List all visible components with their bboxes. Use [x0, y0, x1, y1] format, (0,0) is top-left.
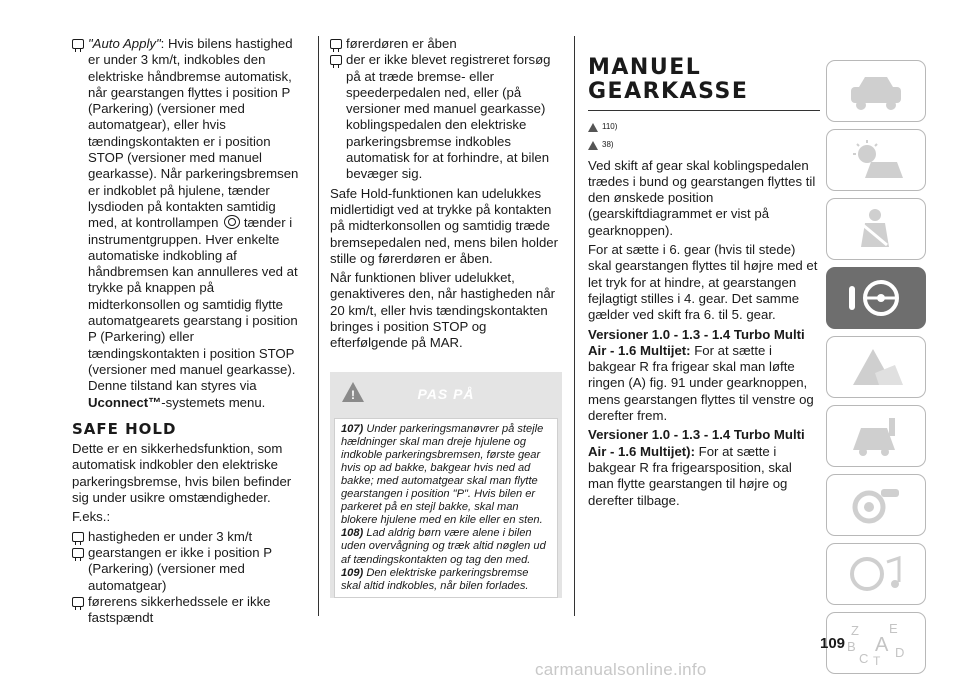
steering-wheel-key-icon: [845, 276, 907, 320]
checkbox-bullet-icon: [72, 39, 84, 49]
column-divider: [574, 36, 575, 616]
section-heading-safe-hold: SAFE HOLD: [72, 419, 177, 438]
intro-paragraph: "Auto Apply": Hvis bilens hastighed er under 3 km/t, indkobles den elektriske håndbremse automatisk, når gearstangen flyttes i position P (Parkering) (versioner med automatgear), eller hvis tændingskontakten er i position STOP (versioner med manuel gearkasse). Når parkeringsbremsen er indkoblet på hjulene, tænder lysdioden på kontakten samtidig med, at kontrollampen tænder i instrumentgruppen. Hver enkelte automatiske indkobling af håndbremsen kan annulleres ved at trykke på knappen på midterkonsollen og samtidig flytte automatgearets gearstang i position P (Parkering) eller tændingskontakten i position STOP (versioner med manuel gearkasse). Denne tilstand kan styres via Uconnect™-systemets menu.: [72, 36, 304, 411]
column-3: [588, 56, 820, 512]
index-letter: E: [889, 621, 898, 636]
uconnect-label: Uconnect™: [88, 394, 162, 410]
index-letter: B: [847, 639, 856, 654]
caution-hand-icon: [588, 141, 598, 150]
example-label: F.eks.:: [72, 509, 111, 525]
tab-starting-driving[interactable]: [826, 267, 926, 329]
section-heading-manuel-gearkasse: MANUEL GEARKASSE: [588, 55, 749, 104]
safe-hold-paragraph: Dette er en sikkerhedsfunktion, som automatisk indkobler den elektriske parkeringsbremse, hvis bilen befinder sig under usikre omstændigheder.: [72, 441, 292, 506]
checkbox-bullet-icon: [72, 597, 84, 607]
list-item: hastigheden er under 3 km/t: [72, 529, 304, 545]
gear-change-paragraph: Ved skift af gear skal koblingspedalen trædes i bund og gearstangen flyttes til den ønskede position (gearskiftdiagrammet er vist på gearknoppen).: [588, 157, 816, 238]
reverse-gear-paragraph-2: Versioner 1.0 - 1.3 - 1.4 Turbo Multi Air - 1.6 Multijet): For at sætte i bakgear R fra frigearsposition, skal man flytte gearstangen til højre og derefter tilbage.: [588, 427, 805, 508]
auto-apply-label: "Auto Apply": [88, 36, 161, 51]
index-letter: T: [873, 654, 881, 665]
index-letter: C: [859, 651, 869, 665]
checkbox-bullet-icon: [330, 39, 342, 49]
warning-road-icon: [845, 345, 907, 389]
page-number: 109: [820, 635, 846, 652]
index-letter: Z: [851, 623, 859, 638]
warning-item: 107) Under parkeringsmanøvrer på stejle hældninger skal man dreje hjulene og indkoble parkeringsbremsen, første gear hvis op ad bakke, bakgear hvis ned ad bakke; med automatgear skal man flytte gearstangen i position "P". Hvis bilen er parkeret på en stejl bakke, skal man blokere hjulene med en kile eller en sten.: [341, 422, 544, 527]
airbag-seatbelt-icon: [845, 207, 907, 251]
warning-header: [330, 372, 562, 418]
column-2: [330, 36, 562, 602]
column-1: [72, 36, 304, 626]
heading-underline: [588, 110, 820, 111]
warning-box: [330, 372, 562, 598]
checkbox-bullet-icon: [330, 55, 342, 65]
parking-brake-warning-icon: [224, 215, 240, 229]
tab-dashboard-lights[interactable]: [826, 129, 926, 191]
multimedia-icon: [845, 552, 907, 596]
warning-triangle-icon: [342, 382, 364, 402]
tab-warning-lights[interactable]: [826, 336, 926, 398]
list-item: førerdøren er åben: [330, 36, 562, 52]
safe-hold-reactivate-paragraph: Når funktionen bliver udelukket, genaktiveres den, når hastigheden når 20 km/t, eller hvis tændingskontakten bringes i position STOP og efterfølgende på MAR.: [330, 270, 556, 351]
watermark: carmanualsonline.info: [535, 660, 707, 679]
tab-safety[interactable]: [826, 198, 926, 260]
index-icon: [845, 621, 907, 665]
list-item: gearstangen er ikke i position P (Parkering) (versioner med automatgear): [72, 545, 304, 594]
checkbox-bullet-icon: [72, 548, 84, 558]
warning-triangle-icon: [588, 123, 598, 132]
checkbox-bullet-icon: [72, 532, 84, 542]
tab-car[interactable]: [826, 60, 926, 122]
caution-reference: 38): [588, 137, 820, 153]
warning-item: 108) Lad aldrig børn være alene i bilen uden overvågning og træk altid nøglen ud af tændingskontakten og tag den med.: [341, 527, 546, 566]
sixth-gear-paragraph: For at sætte i 6. gear (hvis til stede) skal gearstangen flyttes til højre med et let tryk for at hindre, at gearstangen fejlagtigt stilles i 4. gear. Det samme gælder ved skift fra 6. til 5. gear.: [588, 242, 818, 323]
car-service-icon: [845, 414, 907, 458]
index-letter: D: [895, 645, 905, 660]
safe-hold-disable-paragraph: Safe Hold-funktionen kan udelukkes midlertidigt ved at trykke på kontakten på midterkonsollen og samtidig træde bremsepedalen ned, mens bilen holder stille og førerdøren er åben.: [330, 185, 558, 266]
warning-title: PAS PÅ: [417, 386, 475, 403]
chapter-tabs: [826, 60, 928, 681]
car-icon: [845, 69, 907, 113]
reverse-gear-paragraph-1: Versioner 1.0 - 1.3 - 1.4 Turbo Multi Air - 1.6 Multijet: For at sætte i bakgear R fra frigear skal man løfte ringen (A) fig. 91 under gearknoppen, mens gearstangen flyttes til venstre og derefter frem.: [588, 326, 814, 424]
warning-item: 109) Den elektriske parkeringsbremse skal altid indkobles, når bilen forlades.: [341, 566, 529, 592]
dashboard-lights-icon: [845, 138, 907, 182]
column-divider: [318, 36, 319, 616]
technical-data-icon: [845, 483, 907, 527]
tab-multimedia[interactable]: [826, 543, 926, 605]
tab-emergency[interactable]: [826, 405, 926, 467]
list-item: der er ikke blevet registreret forsøg på at træde bremse- eller speederpedalen ned, eller (på versioner med manuel gearkasse) koblingspedalen den elektriske parkeringsbremse indkobles automatisk for at forhindre, at bilen bevæger sig.: [330, 52, 562, 182]
tab-maintenance[interactable]: [826, 474, 926, 536]
warning-reference: 110): [588, 119, 820, 135]
warning-body: [334, 418, 558, 598]
list-item: førerens sikkerhedssele er ikke fastspændt: [72, 594, 304, 627]
index-letter: A: [875, 634, 889, 656]
